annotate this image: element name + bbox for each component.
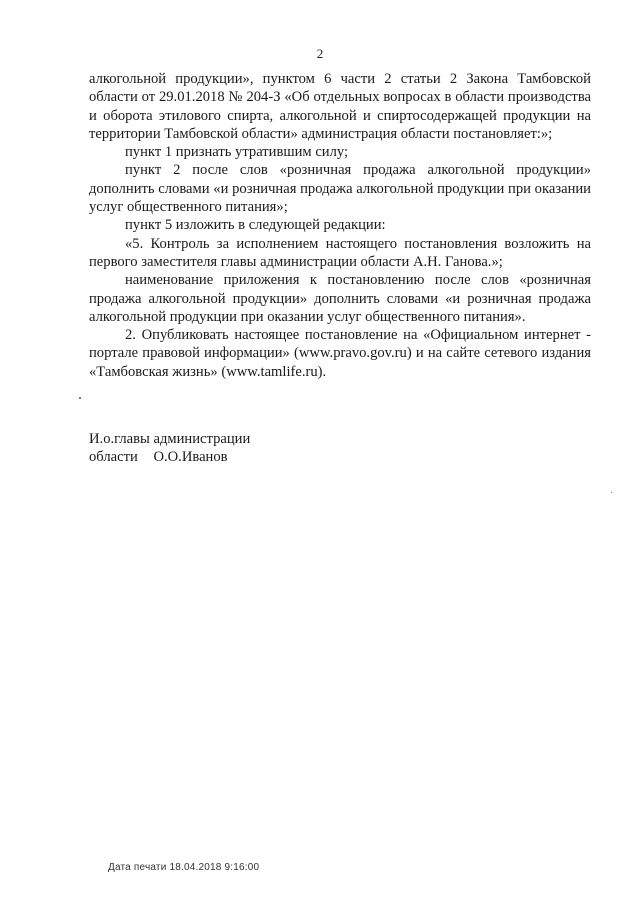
- paragraph-item-5-intro: пункт 5 изложить в следующей редакции:: [125, 217, 386, 234]
- signature-block: [89, 430, 250, 467]
- page-number: 2: [316, 46, 324, 61]
- paragraph-item-1: пункт 1 признать утратившим силу;: [125, 144, 349, 161]
- signature-region-line: [89, 448, 250, 466]
- signature-region: области: [89, 449, 138, 466]
- paragraph-appendix-title: наименование приложения к постановлению после слов «розничная продажа алкогольной продукции» дополнить словами «и розничная продажа алкогольной продукции при оказании услуг общественного питания».: [89, 272, 591, 325]
- signature-title: И.о.главы администрации: [89, 431, 251, 447]
- scan-speck: [79, 397, 81, 399]
- paragraph-item-5-text: «5. Контроль за исполнением настоящего постановления возложить на первого заместителя главы администрации области А.Н. Ганова.»;: [89, 235, 591, 270]
- document-body: [89, 70, 591, 381]
- paragraph-item-2: пункт 2 после слов «розничная продажа алкогольной продукции» дополнить словами «и розничная продажа алкогольной продукции при оказании услуг общественного питания»;: [89, 162, 591, 216]
- print-date-footer: Дата печати 18.04.2018 9:16:00: [108, 862, 260, 873]
- signature-name: О.О.Иванов: [153, 449, 228, 466]
- paragraph-continuation: алкогольной продукции», пунктом 6 части 2 статьи 2 Закона Тамбовской области от 29.01.2018 № 204-З «Об отдельных вопросах в области производства и оборота этилового спирта, алкогольной и спиртосодержащей продукции на территории Тамбовской области» администрация области постановляет:»;: [89, 71, 591, 142]
- paragraph-publish: 2. Опубликовать настоящее постановление на «Официальном интернет - портале правовой информации» (www.pravo.gov.ru) и на сайте сетевого издания «Тамбовская жизнь» (www.tamlife.ru).: [89, 327, 591, 380]
- scan-speck: [611, 492, 612, 493]
